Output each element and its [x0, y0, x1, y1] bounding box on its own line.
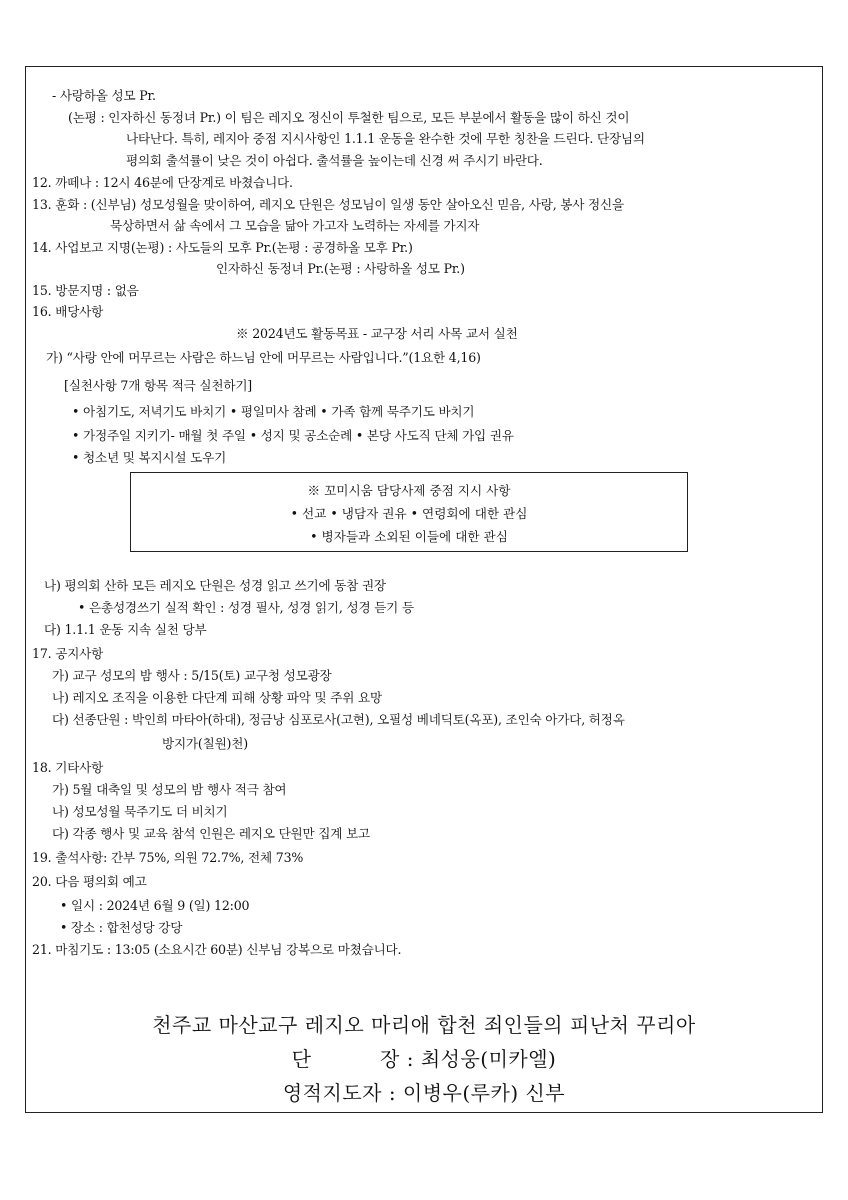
text-line: 가) 5월 대축일 및 성모의 밤 행사 적극 참여 [52, 782, 287, 797]
text-line: 16. 배당사항 [32, 304, 104, 319]
section-heading: ※ 2024년도 활동목표 - 교구장 서리 사목 교서 실천 [236, 326, 518, 341]
director-name: 이병우(루카) 신부 [402, 1081, 566, 1105]
bullet-line: • 일시 : 2024년 6월 9 (일) 12:00 [60, 898, 250, 913]
box-line: • 병자들과 소외된 이들에 대한 관심 [310, 529, 508, 544]
director-separator: : [381, 1081, 403, 1105]
text-line: 가) 교구 성모의 밤 행사 : 5/15(토) 교구청 성모광장 [52, 668, 332, 683]
text-line: 나) 레지오 조직을 이용한 다단계 피해 상황 파악 및 주위 요망 [52, 690, 382, 705]
signature-org: 천주교 마산교구 레지오 마리애 합천 죄인들의 피난처 꾸리아 [152, 1013, 696, 1037]
text-line: 방지가(칠원)천) [162, 736, 248, 751]
text-line: 나) 성모성월 묵주기도 더 비치기 [52, 804, 228, 819]
bullet-line: • 장소 : 합천성당 강당 [60, 920, 183, 935]
text-line: 19. 출석사항: 간부 75%, 의원 72.7%, 전체 73% [32, 850, 304, 865]
text-line: (논평 : 인자하신 동정녀 Pr.) 이 팀은 레지오 정신이 투철한 팀으로, 모든 부분에서 활동을 많이 하신 것이 [68, 110, 630, 125]
text-line: 13. 훈화 : (신부님) 성모성월을 맞이하여, 레지오 단원은 성모님이 일생 동안 살아오신 믿음, 사랑, 봉사 정신을 [32, 197, 624, 212]
text-line: 가) “사랑 안에 머무르는 사람은 하느님 안에 머무르는 사람입니다.”(1요한 4,16) [46, 350, 481, 365]
text-line: 나) 평의회 산하 모든 레지오 단원은 성경 읽고 쓰기에 동참 권장 [44, 578, 386, 593]
box-line: • 선교 • 냉담자 권유 • 연령회에 대한 관심 [290, 506, 528, 521]
signature-leader [0, 1046, 848, 1072]
text-line: 20. 다음 평의회 예고 [32, 874, 147, 889]
text-line: - 사랑하올 성모 Pr. [52, 88, 156, 103]
text-line: 17. 공지사항 [32, 646, 104, 661]
leader-name: 최성웅(미카엘) [420, 1047, 557, 1071]
text-line: 묵상하면서 삶 속에서 그 모습을 닮아 가고자 노력하는 자세를 가지자 [110, 218, 480, 233]
text-line: 다) 각종 행사 및 교육 참석 인원은 레지오 단원만 집계 보고 [52, 826, 370, 841]
text-line: 12. 까떼나 : 12시 46분에 단장계로 바쳤습니다. [32, 175, 293, 190]
text-line: 14. 사업보고 지명(논평) : 사도들의 모후 Pr.(논평 : 공경하올 모후 Pr.) [32, 240, 413, 255]
leader-label: 단 장 [291, 1047, 400, 1071]
director-label: 영적지도자 [282, 1081, 382, 1105]
bullet-line: • 청소년 및 복지시설 도우기 [72, 450, 227, 465]
text-line: 평의회 출석률이 낮은 것이 아쉽다. 출석률을 높이는데 신경 써 주시기 바란다. [126, 153, 543, 168]
bullet-line: • 가정주일 지키기- 매월 첫 주일 • 성지 및 공소순례 • 본당 사도직 단체 가입 권유 [72, 428, 514, 443]
text-line: 다) 1.1.1 운동 지속 실천 당부 [44, 622, 207, 637]
text-line: 다) 선종단원 : 박인희 마타아(하대), 정금낭 심포로사(고현), 오필성 베네딕토(옥포), 조인숙 아가다, 허정옥 [52, 712, 625, 727]
bullet-line: • 은총성경쓰기 실적 확인 : 성경 필사, 성경 읽기, 성경 듣기 등 [78, 600, 414, 615]
text-line: 나타난다. 특히, 레지아 중점 지시사항인 1.1.1 운동을 완수한 것에 무한 칭찬을 드린다. 단장님의 [126, 131, 645, 146]
box-title: ※ 꼬미시움 담당사제 중점 지시 사항 [307, 483, 511, 498]
text-line: 15. 방문지명 : 없음 [32, 283, 139, 298]
leader-separator: : [399, 1047, 421, 1071]
text-line: [실천사항 7개 항목 적극 실천하기] [64, 378, 253, 393]
text-line: 18. 기타사항 [32, 760, 104, 775]
signature-director [0, 1080, 848, 1106]
text-line: 인자하신 동정녀 Pr.(논평 : 사랑하올 성모 Pr.) [216, 261, 465, 276]
bullet-line: • 아침기도, 저녁기도 바치기 • 평일미사 참례 • 가족 함께 묵주기도 바치기 [72, 404, 475, 419]
instruction-box [130, 472, 688, 552]
text-line: 21. 마침기도 : 13:05 (소요시간 60분) 신부님 강복으로 마쳤습니다. [32, 942, 402, 957]
